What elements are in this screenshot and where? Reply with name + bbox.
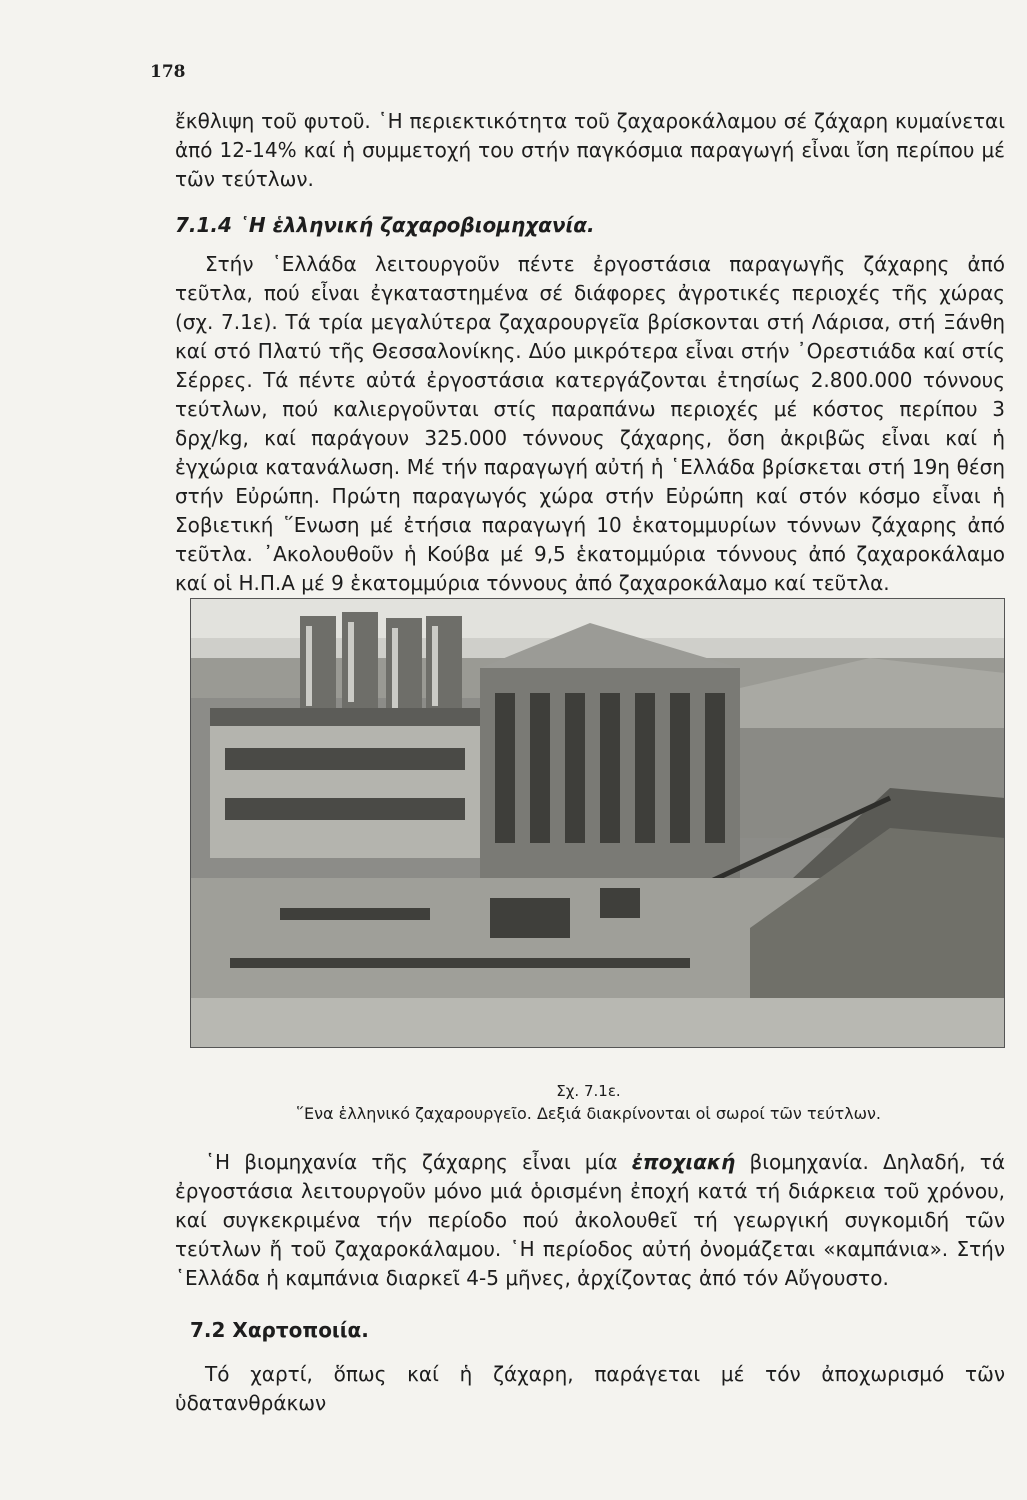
section-heading-7-2: 7.2 Χαρτοποιία.	[190, 1318, 369, 1342]
page-number: 178	[150, 62, 186, 82]
seasonal-text-before: ῾Η βιομηχανία τῆς ζάχαρης εἶναι μία	[205, 1150, 632, 1174]
intro-paragraph	[175, 107, 1005, 194]
seasonal-text-after: βιομηχανία. Δηλαδή, τά ἐργοστάσια λειτουργοῦν μόνο μιά ὁρισμένη ἐποχή κατά τή διάρκεια τοῦ χρόνου, καί συγκεκριμένα τήν περίοδο πού ἀκολουθεῖ τή γεωργική συγκομιδή τῶν τεύτλων ἤ τοῦ ζαχαροκάλαμου. ῾Η περίοδος αὐτή ὀνομάζεται «καμπάνια». Στήν ῾Ελλάδα ἡ καμπάνια διαρκεῖ 4-5 μῆνες, ἀρχίζοντας ἀπό τόν Αὔγουστο.	[175, 1150, 1006, 1290]
sugar-factory-photo	[190, 598, 1005, 1048]
paper-making-text: Τό χαρτί, ὅπως καί ἡ ζάχαρη, παράγεται μέ τόν ἀποχωρισμό τῶν ὑδατανθράκων	[175, 1362, 1005, 1415]
figure-number: Σχ. 7.1ε.	[556, 1082, 621, 1100]
seasonal-emphasis: ἐποχιακή	[631, 1150, 736, 1174]
section-heading-7-1-4: 7.1.4 ῾Η ἑλληνική ζαχαροβιομηχανία.	[175, 213, 595, 237]
factory-photo-drawing	[190, 598, 1005, 1048]
figure-caption: ῞Ενα ἑλληνικό ζαχαρουργεῖο. Δεξιά διακρίνονται οἱ σωροί τῶν τεύτλων.	[296, 1104, 881, 1123]
paper-making-paragraph	[175, 1360, 1005, 1418]
seasonal-industry-paragraph	[175, 1148, 1005, 1293]
seasonal-industry-text	[175, 1148, 1005, 1293]
greek-sugar-industry-text: Στήν ῾Ελλάδα λειτουργοῦν πέντε ἐργοστάσια παραγωγῆς ζάχαρης ἀπό τεῦτλα, πού εἶναι ἐγκαταστημένα σέ διάφορες ἀγροτικές περιοχές τῆς χώρας (σχ. 7.1ε). Τά τρία μεγαλύτερα ζαχαρουργεῖα βρίσκονται στή Λάρισα, στή Ξάνθη καί στό Πλατύ τῆς Θεσσαλονίκης. Δύο μικρότερα εἶναι στήν ᾿Ορεστιάδα καί στίς Σέρρες. Τά πέντε αὐτά ἐργοστάσια κατεργάζονται ἐτησίως 2.800.000 τόννους τεύτλων, πού καλιεργοῦνται στίς παραπάνω περιοχές μέ κόστος περίπου 3 δρχ/kg, καί παράγουν 325.000 τόννους ζάχαρης, ὅση ἀκριβῶς εἶναι καί ἡ ἐγχώρια κατανάλωση. Μέ τήν παραγωγή αὐτή ἡ ῾Ελλάδα βρίσκεται στή 19η θέση στήν Εὐρώπη. Πρώτη παραγωγός χώρα στήν Εὐρώπη καί στόν κόσμο εἶναι ἡ Σοβιετική ῞Ενωση μέ ἐτήσια παραγωγή 10 ἑκατομμυρίων τόννων ζάχαρης ἀπό τεῦτλα. ᾿Ακολουθοῦν ἡ Κούβα μέ 9,5 ἑκατομμύρια τόννους ἀπό ζαχαροκάλαμο καί οἱ Η.Π.Α μέ 9 ἑκατομμύρια τόννους ἀπό ζαχαροκάλαμο καί τεῦτλα.	[175, 252, 1005, 595]
intro-text: ἔκθλιψη τοῦ φυτοῦ. ῾Η περιεκτικότητα τοῦ ζαχαροκάλαμου σέ ζάχαρη κυμαίνεται ἀπό 12-14% καί ἡ συμμετοχή του στήν παγκόσμια παραγωγή εἶναι ἴση περίπου μέ τῶν τεύτλων.	[175, 109, 1005, 191]
greek-sugar-industry-paragraph	[175, 250, 1005, 598]
